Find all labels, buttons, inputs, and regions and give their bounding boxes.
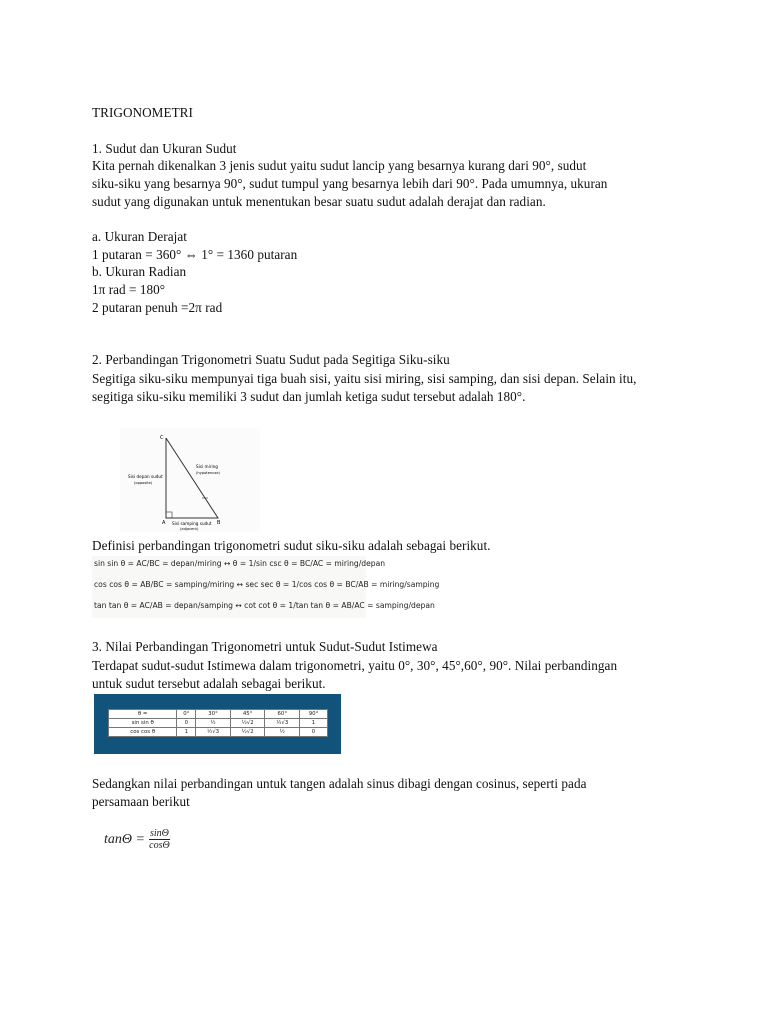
section-4-paragraph-line: Sedangkan nilai perbandingan untuk tangen adalah sinus dibagi dengan cosinus, seperti pada [92,776,587,791]
vertex-b-label: B [217,520,221,526]
table-cell: 0 [300,728,328,737]
section-1-paragraph-line: sudut yang digunakan untuk menentukan besar suatu sudut adalah derajat dan radian. [92,194,546,209]
formula-fraction [149,828,170,851]
document-title: TRIGONOMETRI [92,105,193,120]
table-row [109,728,328,737]
degree-heading: a. Ukuran Derajat [92,229,187,244]
formula-lhs: tanΘ = [104,831,145,847]
table-cell: 60° [265,710,300,719]
trig-definitions-figure [92,556,440,618]
triangle-diagram [120,428,260,532]
opposite-side-label: Sisi depan sudut [128,474,163,479]
table-cell: ½ [265,728,300,737]
table-cell: 0° [177,710,196,719]
table-cell: 45° [230,710,265,719]
degree-formula: 1 putaran = 360° ⇔ 1° = 1360 putaran [92,247,298,262]
adjacent-side-label: Sisi samping sudut [172,521,212,526]
section-1-heading: 1. Sudut dan Ukuran Sudut [92,141,237,156]
table-cell: 30° [196,710,231,719]
radian-heading: b. Ukuran Radian [92,264,187,279]
special-angles-table [108,709,328,737]
table-cell: cos cos θ [109,728,177,737]
special-angles-table-figure [94,694,341,754]
table-cell: 90° [300,710,328,719]
definitions-intro: Definisi perbandingan trigonometri sudut siku-siku adalah sebagai berikut. [92,538,491,553]
vertex-a-label: A [162,520,166,526]
table-cell: ½√3 [265,719,300,728]
section-2-paragraph-line: segitiga siku-siku memiliki 3 sudut dan jumlah ketiga sudut tersebut adalah 180°. [92,389,526,404]
table-cell: θ = [109,710,177,719]
section-3-paragraph-line: untuk sudut tersebut adalah sebagai berikut. [92,676,326,691]
table-cell: ½ [196,719,231,728]
definition-tan-row: tan tan θ = AC/AB = depan/samping ↔ cot cot θ = 1/tan tan θ = AB/AC = samping/depan [94,601,435,610]
vertex-c-label: C [160,435,164,441]
section-2-paragraph-line: Segitiga siku-siku mempunyai tiga buah sisi, yaitu sisi miring, sisi samping, dan sisi depan. Selain itu, [92,371,637,386]
section-2-heading: 2. Perbandingan Trigonometri Suatu Sudut pada Segitiga Siku-siku [92,352,450,367]
section-3-paragraph-line: Terdapat sudut-sudut Istimewa dalam trigonometri, yaitu 0°, 30°, 45°,60°, 90°. Nilai perbandingan [92,658,618,673]
table-cell: 1 [177,728,196,737]
hypotenuse-sub: (hypotenuse) [196,471,220,475]
formula-denominator: cosΘ [149,840,170,851]
opposite-side-sub: (opposite) [134,481,153,485]
section-3-heading: 3. Nilai Perbandingan Trigonometri untuk Sudut-Sudut Istimewa [92,639,438,654]
section-4-paragraph-line: persamaan berikut [92,794,190,809]
formula-numerator: sinΘ [149,828,169,839]
table-cell: ½√2 [230,719,265,728]
tangent-formula [104,828,170,851]
adjacent-side-sub: (adjacent) [180,527,199,531]
table-row [109,719,328,728]
section-1-paragraph-line: siku-siku yang besarnya 90°, sudut tumpul yang besarnya lebih dari 90°. Pada umumnya, ukuran [92,176,608,191]
table-cell: 1 [300,719,328,728]
definition-sin-row: sin sin θ = AC/BC = depan/miring ↔ θ = 1/sin csc θ = BC/AC = miring/depan [94,559,386,568]
section-1-paragraph-line: Kita pernah dikenalkan 3 jenis sudut yaitu sudut lancip yang besarnya kurang dari 90°, sudut [92,158,587,173]
right-triangle-figure [120,428,260,532]
table-cell: ½√3 [196,728,231,737]
radian-formula: 1π rad = 180° [92,282,166,297]
table-header-row [109,710,328,719]
table-cell: sin sin θ [109,719,177,728]
definition-cos-row: cos cos θ = AB/BC = samping/miring ↔ sec sec θ = 1/cos cos θ = BC/AB = miring/samping [94,580,440,589]
table-cell: ½√2 [230,728,265,737]
hypotenuse-label: Sisi miring [196,464,218,469]
table-cell: 0 [177,719,196,728]
radian-formula: 2 putaran penuh =2π rad [92,300,223,315]
